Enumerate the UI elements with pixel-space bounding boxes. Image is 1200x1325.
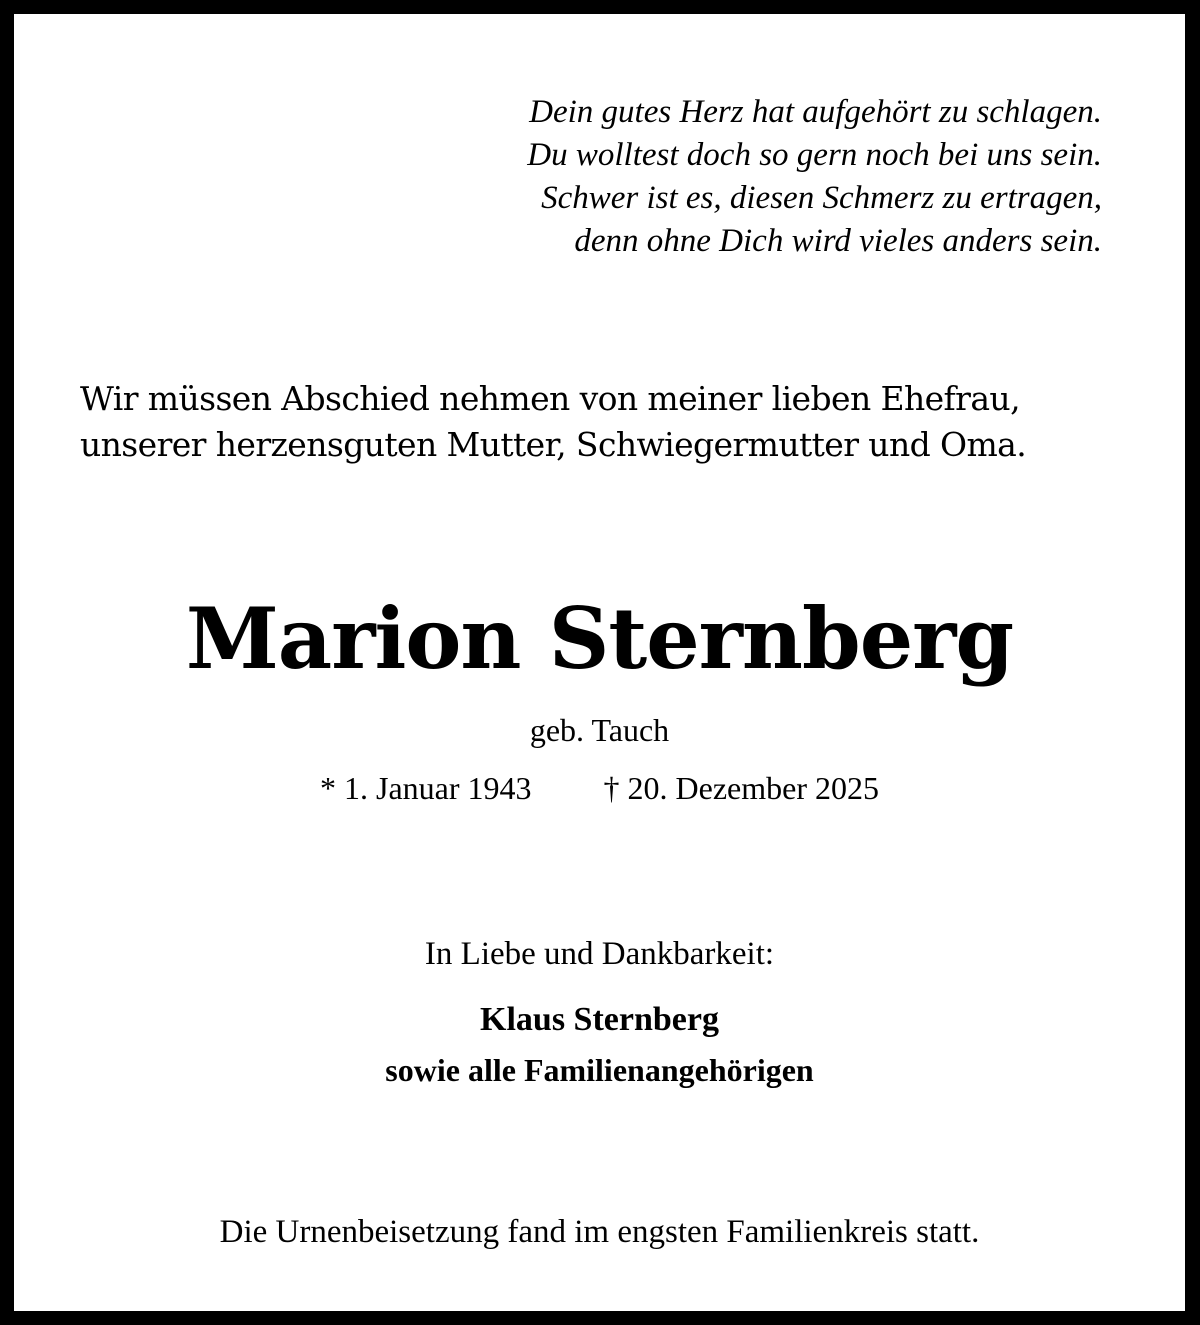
deceased-name: Marion Sternberg: [185, 589, 1014, 688]
poem: [527, 91, 1102, 263]
intro-line: unserer herzensguten Mutter, Schwiegermutter und Oma.: [80, 425, 1027, 464]
obituary-notice: [14, 14, 1185, 1311]
poem-line: Dein gutes Herz hat aufgehört zu schlagen.: [529, 94, 1102, 130]
poem-line: denn ohne Dich wird vieles anders sein.: [574, 223, 1102, 259]
poem-line: Du wolltest doch so gern noch bei uns sein.: [527, 137, 1102, 173]
death-date: † 20. Dezember 2025: [603, 770, 879, 806]
intro-line: Wir müssen Abschied nehmen von meiner lieben Ehefrau,: [80, 379, 1020, 418]
birth-name: geb. Tauch: [529, 712, 670, 748]
birth-date: * 1. Januar 1943: [320, 770, 532, 806]
burial-note: Die Urnenbeisetzung fand im engsten Familienkreis statt.: [219, 1214, 980, 1250]
mourners-heading: In Liebe und Dankbarkeit:: [424, 936, 775, 972]
intro-text: [80, 376, 1026, 468]
life-dates: [14, 766, 1185, 810]
mourner-secondary: sowie alle Familienangehörigen: [385, 1052, 814, 1088]
mourner-primary: Klaus Sternberg: [480, 1001, 719, 1038]
poem-line: Schwer ist es, diesen Schmerz zu ertragen,: [541, 180, 1102, 216]
